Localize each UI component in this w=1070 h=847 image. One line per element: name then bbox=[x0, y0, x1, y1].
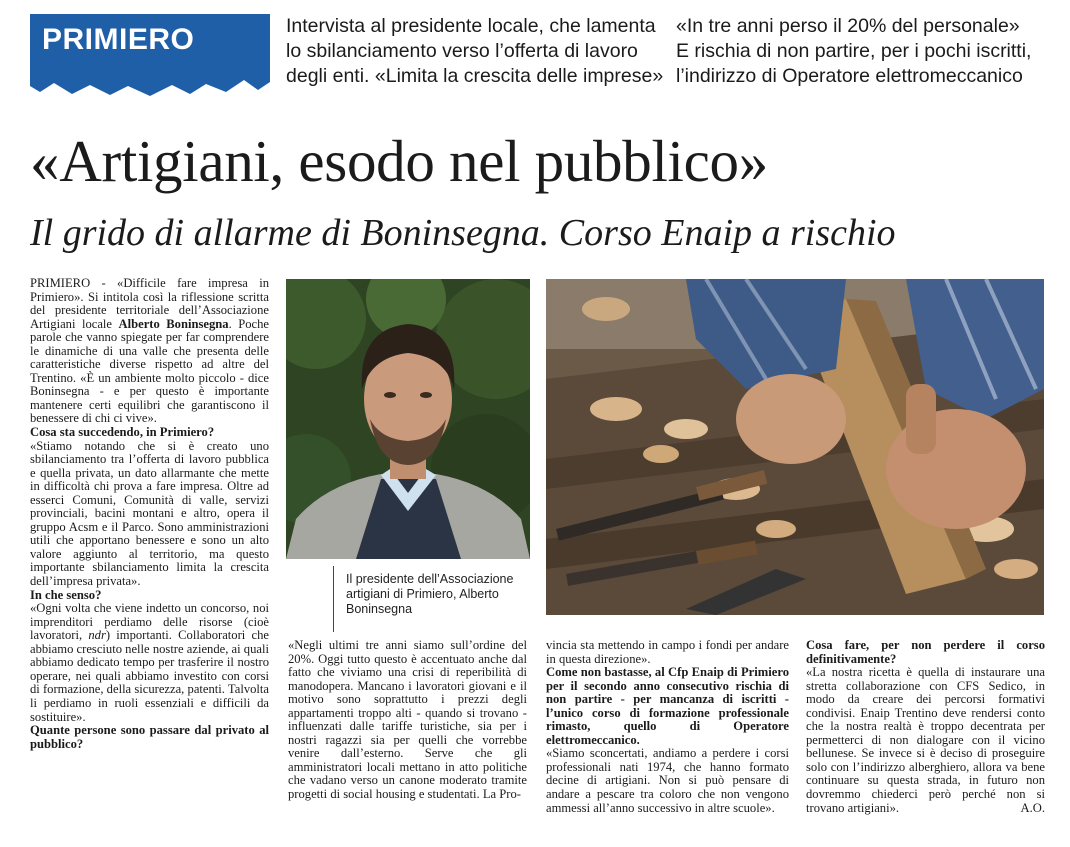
interview-answer bbox=[806, 666, 1045, 815]
answer-text: «Ogni volta che viene indetto un concorso, noi imprenditori perdiamo delle risorse (cioè lavoratori, bbox=[30, 601, 269, 643]
subheadline: Il grido di allarme di Boninsegna. Corso Enaip a rischio bbox=[30, 212, 896, 254]
kicker-left-line: Intervista al presidente locale, che lamenta bbox=[286, 15, 656, 37]
intro-paragraph bbox=[30, 277, 269, 426]
photo-caption: Il presidente dell’Associazione artigiani di Primiero, Alberto Boninsegna bbox=[346, 572, 514, 616]
article-column-1 bbox=[30, 277, 269, 751]
kicker-left bbox=[286, 14, 664, 89]
caption-rule bbox=[333, 566, 334, 632]
answer-text: «La nostra ricetta è quella di instaurare una stretta collaborazione con CFS Sedico, in modo da creare dei percorsi formativi condivisi. Enaip Trentino deve rendersi conto che la nostra realtà è troppo decentrata per permetterci di non dialogare con il vicino bellunese. Se invece si è deciso di proseguire solo con l’indirizzo alberghiero, allora va bene continuare su questa strada, in futuro non dovremmo chiederci però perché non si trovano artigiani». bbox=[806, 665, 1045, 815]
interview-question: Cosa sta succedendo, in Primiero? bbox=[30, 425, 215, 440]
kicker-right-line: «In tre anni perso il 20% del personale» bbox=[676, 15, 1020, 37]
section-label: PRIMIERO bbox=[42, 23, 195, 56]
interview-question: Cosa fare, per non perdere il corso definitivamente? bbox=[806, 638, 1045, 666]
interview-question: In che senso? bbox=[30, 587, 102, 602]
editor-note: ndr bbox=[88, 628, 106, 643]
interviewee-name: Alberto Boninsegna bbox=[118, 316, 229, 331]
answer-text: ) importanti. Collaboratori che abbiamo cresciuto nelle nostre aziende, ai quali abbiamo dedicato tempo per trasferire il nostro operare, nei quali abbiamo investito con corsi di formazione, della sicurezza, patenti. Talvolta li perdiamo in ruoli essenziali e difficili da sostituire». bbox=[30, 628, 269, 724]
article-column-4 bbox=[806, 639, 1045, 815]
kicker-left-line: lo sbilanciamento verso l’offerta di lavoro bbox=[286, 40, 638, 62]
craft-photo bbox=[546, 279, 1044, 615]
interview-answer: «Siamo sconcertati, andiamo a perdere i corsi professionali nati 1974, che hanno formato decine di artigiani. Non si può pensare di andare a pescare tra coloro che non vengono ammessi all’anno successivo in altre scuole». bbox=[546, 746, 789, 815]
kicker-left-line: degli enti. «Limita la crescita delle imprese» bbox=[286, 65, 664, 87]
portrait-photo bbox=[286, 279, 530, 559]
torn-paper-edge bbox=[30, 68, 270, 98]
interview-answer: «Negli ultimi tre anni siamo sull’ordine del 20%. Oggi tutto questo è accentuato anche dal fatto che viviamo una crisi di reperibilità di manodopera. Mancano i lavoratori giovani e il motivo sono soprattutto i prezzi degli appartamenti troppo alti - quando si trovano - influenzati dalle tariffe turistiche, sia per i nostri ragazzi sia per quelli che vorrebbe venire dall’esterno. Serve che gli amministratori locali mettano in atto politiche che vadano verso un canone moderato tramite progetti di social housing e studentati. La Pro- bbox=[288, 638, 527, 802]
kicker-right-line: l’indirizzo di Operatore elettromeccanico bbox=[676, 65, 1023, 87]
headline: «Artigiani, esodo nel pubblico» bbox=[30, 128, 768, 194]
kicker-right-line: E rischia di non partire, per i pochi iscritti, bbox=[676, 40, 1032, 62]
section-tag bbox=[30, 14, 270, 98]
interview-answer: «Stiamo notando che si è creato uno sbilanciamento tra l’offerta di lavoro pubblica e quella privata, un dato allarmante che mette in difficoltà chi prova a fare impresa. Oltre ad esserci Comuni, Comunità di valle, servizi provinciali, bacini montani e altro, opera il gruppo Acsm e il Parco. Sono amministrazioni utili che apportano benessere e sono un alto valore aggiunto al territorio, ma questo importante sbilanciamento limita la crescita dell’impresa privata». bbox=[30, 438, 269, 589]
interview-answer: vincia sta mettendo in campo i fondi per andare in questa direzione». bbox=[546, 638, 789, 666]
kicker-right bbox=[676, 14, 1056, 89]
article-column-3 bbox=[546, 639, 789, 815]
article-column-2 bbox=[288, 639, 527, 802]
interview-question: Quante persone sono passare dal privato al pubblico? bbox=[30, 723, 269, 751]
intro-text: PRIMIERO - «Difficile fare impresa in Primiero». Si intitola così la riflessione scritta del presidente territoriale dell’Associazione Artigiani locale bbox=[30, 276, 269, 331]
author-signature: A.O. bbox=[1020, 800, 1045, 815]
intro-text: . Poche parole che vanno spiegate per far comprendere le dinamiche di una valle che presenta delle caratteristiche diverse rispetto ad altre del Trentino. «È un ambiente molto piccolo - dice Boninsegna - e per questo è importante mantenere certi equilibri che garantiscono il benessere di chi ci vive». bbox=[30, 316, 269, 426]
interview-question: Come non bastasse, al Cfp Enaip di Primiero per il secondo anno consecutivo rischia di non partire - per mancanza di iscritti - l’unico corso di formazione professionale rimasto, quello di Operatore elettromeccanico. bbox=[546, 665, 789, 747]
interview-answer bbox=[30, 602, 269, 724]
